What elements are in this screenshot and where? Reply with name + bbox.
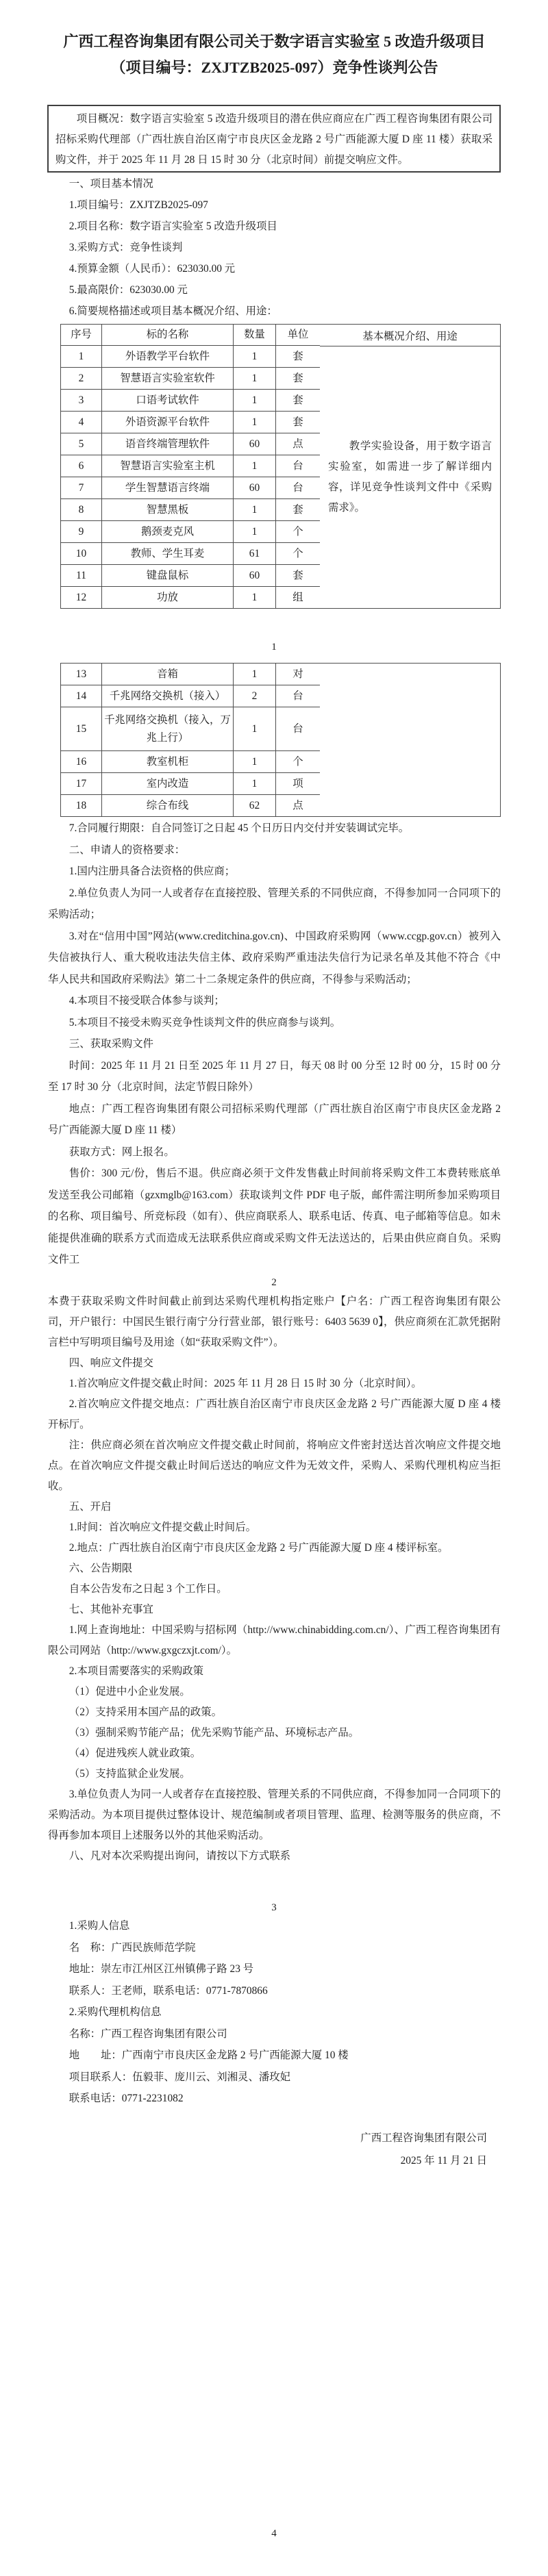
items-description-text: 教学实验设备，用于数字语言实验室，如需进一步了解详细内容，详见竞争性谈判文件中《采购需求》。 <box>328 440 492 514</box>
item-cell-name: 鹅颈麦克风 <box>102 521 234 543</box>
paragraph: 2.项目名称：数字语言实验室 5 改造升级项目 <box>68 220 277 232</box>
page-number-4: 4 <box>271 2528 277 2539</box>
section-basic-info <box>48 173 501 322</box>
paragraph: 5.本项目不接受未购买竞争性谈判文件的供应商参与谈判。 <box>68 1016 341 1028</box>
item-cell-qty: 1 <box>234 587 276 609</box>
item-cell-no: 2 <box>61 368 102 390</box>
item-cell-name: 教室机柜 <box>102 751 234 773</box>
item-cell-unit: 点 <box>276 795 321 817</box>
item-cell-no: 4 <box>61 412 102 433</box>
paragraph: 三、获取采购文件 <box>68 1038 153 1050</box>
item-cell-unit: 对 <box>276 664 321 685</box>
paragraph: 本费于获取采购文件时间截止前到达采购代理机构指定账户【户名：广西工程咨询集团有限公司，开户银行：中国民生银行南宁分行营业部，银行账号：6403 5639 0】，供应商须在汇款凭据附言栏中写明项目编号及用途（如“获取采购文件”）。 <box>48 1296 501 1348</box>
paragraph: 2.本项目需要落实的采购政策 <box>68 1665 204 1677</box>
paragraph: （3）强制采购节能产品；优先采购节能产品、环境标志产品。 <box>68 1727 360 1739</box>
paragraph: 4.预算金额（人民币）：623030.00 元 <box>68 263 236 275</box>
item-cell-unit: 套 <box>276 565 321 587</box>
paragraph: 名称：广西工程咨询集团有限公司 <box>68 2028 227 2040</box>
paragraph: 名 称：广西民族师范学院 <box>68 1941 196 1954</box>
paragraph: 3.单位负责人为同一人或者存在直接控股、管理关系的不同供应商，不得参加同一合同项下的采购活动。为本项目提供过整体设计、规范编制或者项目管理、监理、检测等服务的供应商，不得再参加本项目上述服务以外的其他采购活动。 <box>48 1789 501 1841</box>
item-cell-name: 外语教学平台软件 <box>102 346 234 368</box>
paragraph: 时间：2025 年 11 月 21 日至 2025 年 11 月 27 日，每天 08 时 00 分至 12 时 00 分，15 时 00 分至 17 时 30 分（北京时间，法定节假日除外） <box>48 1059 501 1093</box>
signature-company: 广西工程咨询集团有限公司 <box>360 2132 487 2144</box>
item-cell-no: 10 <box>61 543 102 565</box>
item-cell-unit: 套 <box>276 346 321 368</box>
paragraph: 二、申请人的资格要求： <box>68 844 186 856</box>
paragraph: 7.合同履行期限：自合同签订之日起 45 个日历日内交付并安装调试完毕。 <box>68 822 410 834</box>
item-cell-qty: 60 <box>234 433 276 455</box>
page-title-line-1: 广西工程咨询集团有限公司关于数字语言实验室 5 改造升级项目 <box>63 33 486 50</box>
paragraph: 八、凡对本次采购提出询问，请按以下方式联系 <box>68 1850 291 1862</box>
item-cell-unit: 台 <box>276 477 321 499</box>
item-cell-no: 17 <box>61 773 102 795</box>
item-cell-no: 18 <box>61 795 102 817</box>
item-cell-name: 学生智慧语言终端 <box>102 477 234 499</box>
item-cell-name: 功放 <box>102 587 234 609</box>
paragraph: 1.国内注册具备合法资格的供应商； <box>68 866 236 877</box>
paragraph: 七、其他补充事宜 <box>68 1604 153 1615</box>
paragraph: 售价：300 元/份，售后不退。供应商必须于文件发售截止时间前将采购文件工本费转账底单发送至我公司邮箱（gzxmglb@163.com）获取谈判文件 PDF 电子版，邮件需注明所参加采购项目的名称、项目编号、所竞标段（如有）、供应商联系人、联系电话、传真、电子邮箱等信息。如未能提供准确的联系方式而造成无法联系供应商或采购文件无法送达的，后果由供应商自负。采购文件工 <box>48 1167 501 1265</box>
item-cell-qty: 1 <box>234 412 276 433</box>
item-cell-name: 教师、学生耳麦 <box>102 543 234 565</box>
item-cell-qty: 1 <box>234 390 276 412</box>
item-cell-name: 外语资源平台软件 <box>102 412 234 433</box>
item-cell-no: 3 <box>61 390 102 412</box>
item-cell-qty: 1 <box>234 664 276 685</box>
paragraph: 1.网上查询地址：中国采购与招标网（http://www.chinabidding.com.cn/）、广西工程咨询集团有限公司网站（http://www.gxgczxjt.com/）。 <box>48 1624 501 1656</box>
item-cell-unit: 台 <box>276 685 321 707</box>
item-cell-name: 智慧黑板 <box>102 499 234 521</box>
paragraph: 联系人：王老师，联系电话：0771-7870866 <box>68 1984 268 1997</box>
item-cell-name: 键盘鼠标 <box>102 565 234 587</box>
item-cell-unit: 个 <box>276 751 321 773</box>
col-header-qty: 数量 <box>234 325 276 346</box>
items-description-column <box>320 324 501 609</box>
paragraph: 一、项目基本情况 <box>68 178 153 190</box>
item-cell-no: 16 <box>61 751 102 773</box>
signature-date: 2025 年 11 月 21 日 <box>400 2155 487 2167</box>
item-cell-qty: 1 <box>234 751 276 773</box>
paragraph: 2.采购代理机构信息 <box>68 2006 162 2018</box>
item-cell-no: 6 <box>61 455 102 477</box>
project-overview-text: 项目概况：数字语言实验室 5 改造升级项目的潜在供应商应在广西工程咨询集团有限公司招标采购代理部（广西壮族自治区南宁市良庆区金龙路 2 号广西能源大厦 D 座 11 楼）获取采购文件，并于 2025 年 11 月 28 日 15 时 30 分（北京时间）前提交响应文件。 <box>55 113 493 166</box>
col-header-description: 基本概况介绍、用途 <box>320 325 500 346</box>
item-cell-name: 音箱 <box>102 664 234 685</box>
paragraph: 1.采购人信息 <box>68 1920 130 1932</box>
paragraph: （4）促进残疾人就业政策。 <box>68 1747 201 1759</box>
item-cell-qty: 60 <box>234 477 276 499</box>
signature-block <box>48 2127 487 2172</box>
paragraph: 获取方式：网上报名。 <box>68 1146 175 1158</box>
item-cell-unit: 组 <box>276 587 321 609</box>
paragraph: 六、公告期限 <box>68 1563 133 1574</box>
paragraph: 联系电话：0771-2231082 <box>68 2093 184 2104</box>
item-cell-no: 5 <box>61 433 102 455</box>
paragraph: 项目联系人：伍毅菲、庞川云、刘湘灵、潘玫妃 <box>68 2071 291 2083</box>
col-header-unit: 单位 <box>276 325 321 346</box>
item-cell-qty: 1 <box>234 773 276 795</box>
item-cell-name: 智慧语言实验室主机 <box>102 455 234 477</box>
paragraph: 5.最高限价：623030.00 元 <box>68 284 188 296</box>
paragraph: 3.对在“信用中国”网站(www.creditchina.gov.cn)、中国政府采购网（www.ccgp.gov.cn）被列入失信被执行人、重大税收违法失信主体、政府采购严重违法失信行为记录名单及其他不符合《中华人民共和国政府采购法》第二十二条规定条件的供应商，不得参与采购活动； <box>48 930 501 985</box>
item-cell-name: 语音终端管理软件 <box>102 433 234 455</box>
items-description-column-continued <box>320 663 501 817</box>
paragraph: 1.首次响应文件提交截止时间：2025 年 11 月 28 日 15 时 30 分（北京时间）。 <box>68 1378 422 1389</box>
page-title-line-2: （项目编号：ZXJTZB2025-097）竞争性谈判公告 <box>110 59 438 76</box>
paragraph: （5）支持监狱企业发展。 <box>68 1768 190 1780</box>
item-cell-qty: 62 <box>234 795 276 817</box>
item-cell-no: 12 <box>61 587 102 609</box>
paragraph: 地点：广西工程咨询集团有限公司招标采购代理部（广西壮族自治区南宁市良庆区金龙路 2 号广西能源大厦 D 座 11 楼） <box>48 1102 501 1136</box>
item-cell-qty: 1 <box>234 707 276 751</box>
section-submission-and-other <box>48 1291 501 1867</box>
items-description-cell <box>320 346 500 608</box>
item-cell-name: 综合布线 <box>102 795 234 817</box>
item-cell-unit: 台 <box>276 707 321 751</box>
item-cell-unit: 套 <box>276 499 321 521</box>
col-header-name: 标的名称 <box>102 325 234 346</box>
item-cell-qty: 1 <box>234 521 276 543</box>
page-number-3: 3 <box>271 1902 277 1913</box>
item-cell-no: 11 <box>61 565 102 587</box>
project-overview-box <box>47 105 501 173</box>
paragraph: 1.时间：首次响应文件提交截止时间后。 <box>68 1521 256 1533</box>
page-number-2: 2 <box>271 1277 277 1288</box>
paragraph: （2）支持采用本国产品的政策。 <box>68 1706 222 1718</box>
section-qualifications-and-documents <box>48 818 501 1271</box>
paragraph: 6.简要规格描述或项目基本概况介绍、用途： <box>68 305 277 317</box>
item-cell-qty: 60 <box>234 565 276 587</box>
paragraph: 2.首次响应文件提交地点：广西壮族自治区南宁市良庆区金龙路 2 号广西能源大厦 D 座 4 楼开标厅。 <box>48 1398 501 1430</box>
item-cell-no: 7 <box>61 477 102 499</box>
item-cell-name: 口语考试软件 <box>102 390 234 412</box>
items-table-page1 <box>60 324 321 609</box>
item-cell-no: 8 <box>61 499 102 521</box>
item-cell-qty: 1 <box>234 346 276 368</box>
paragraph: 地 址：广西南宁市良庆区金龙路 2 号广西能源大厦 10 楼 <box>68 2049 349 2061</box>
item-cell-no: 9 <box>61 521 102 543</box>
item-cell-unit: 套 <box>276 390 321 412</box>
paragraph: 地址：崇左市江州区江州镇佛子路 23 号 <box>68 1963 254 1975</box>
item-cell-no: 1 <box>61 346 102 368</box>
item-cell-name: 智慧语言实验室软件 <box>102 368 234 390</box>
paragraph: 注：供应商必须在首次响应文件提交截止时间前，将响应文件密封送达首次响应文件提交地点。在首次响应文件提交截止时间后送达的响应文件为无效文件，采购人、采购代理机构应当拒收。 <box>48 1439 501 1492</box>
item-cell-unit: 台 <box>276 455 321 477</box>
item-cell-name: 千兆网络交换机（接入） <box>102 685 234 707</box>
item-cell-unit: 套 <box>276 368 321 390</box>
paragraph: 1.项目编号：ZXJTZB2025-097 <box>68 199 208 211</box>
page-title <box>48 29 501 81</box>
col-header-no: 序号 <box>61 325 102 346</box>
paragraph: 3.采购方式：竞争性谈判 <box>68 242 183 253</box>
item-cell-unit: 套 <box>276 412 321 433</box>
item-cell-no: 15 <box>61 707 102 751</box>
item-cell-qty: 61 <box>234 543 276 565</box>
item-cell-qty: 1 <box>234 455 276 477</box>
paragraph: 五、开启 <box>68 1501 112 1513</box>
item-cell-unit: 个 <box>276 543 321 565</box>
item-cell-name: 千兆网络交换机（接入，万兆上行） <box>102 707 234 751</box>
item-cell-unit: 个 <box>276 521 321 543</box>
item-cell-name: 室内改造 <box>102 773 234 795</box>
paragraph: 4.本项目不接受联合体参与谈判； <box>68 995 225 1007</box>
item-cell-no: 14 <box>61 685 102 707</box>
paragraph: （1）促进中小企业发展。 <box>68 1686 190 1697</box>
item-cell-qty: 1 <box>234 499 276 521</box>
section-contact-info <box>48 1915 501 2110</box>
paragraph: 自本公告发布之日起 3 个工作日。 <box>68 1583 227 1595</box>
item-cell-qty: 2 <box>234 685 276 707</box>
item-cell-qty: 1 <box>234 368 276 390</box>
page-number-1: 1 <box>271 642 277 653</box>
paragraph: 2.单位负责人为同一人或者存在直接控股、管理关系的不同供应商，不得参加同一合同项下的采购活动； <box>48 887 501 920</box>
item-cell-no: 13 <box>61 664 102 685</box>
items-table-page2 <box>60 663 321 817</box>
item-cell-unit: 项 <box>276 773 321 795</box>
paragraph: 四、响应文件提交 <box>68 1357 153 1369</box>
item-cell-unit: 点 <box>276 433 321 455</box>
paragraph: 2.地点：广西壮族自治区南宁市良庆区金龙路 2 号广西能源大厦 D 座 4 楼评标室。 <box>68 1542 449 1554</box>
